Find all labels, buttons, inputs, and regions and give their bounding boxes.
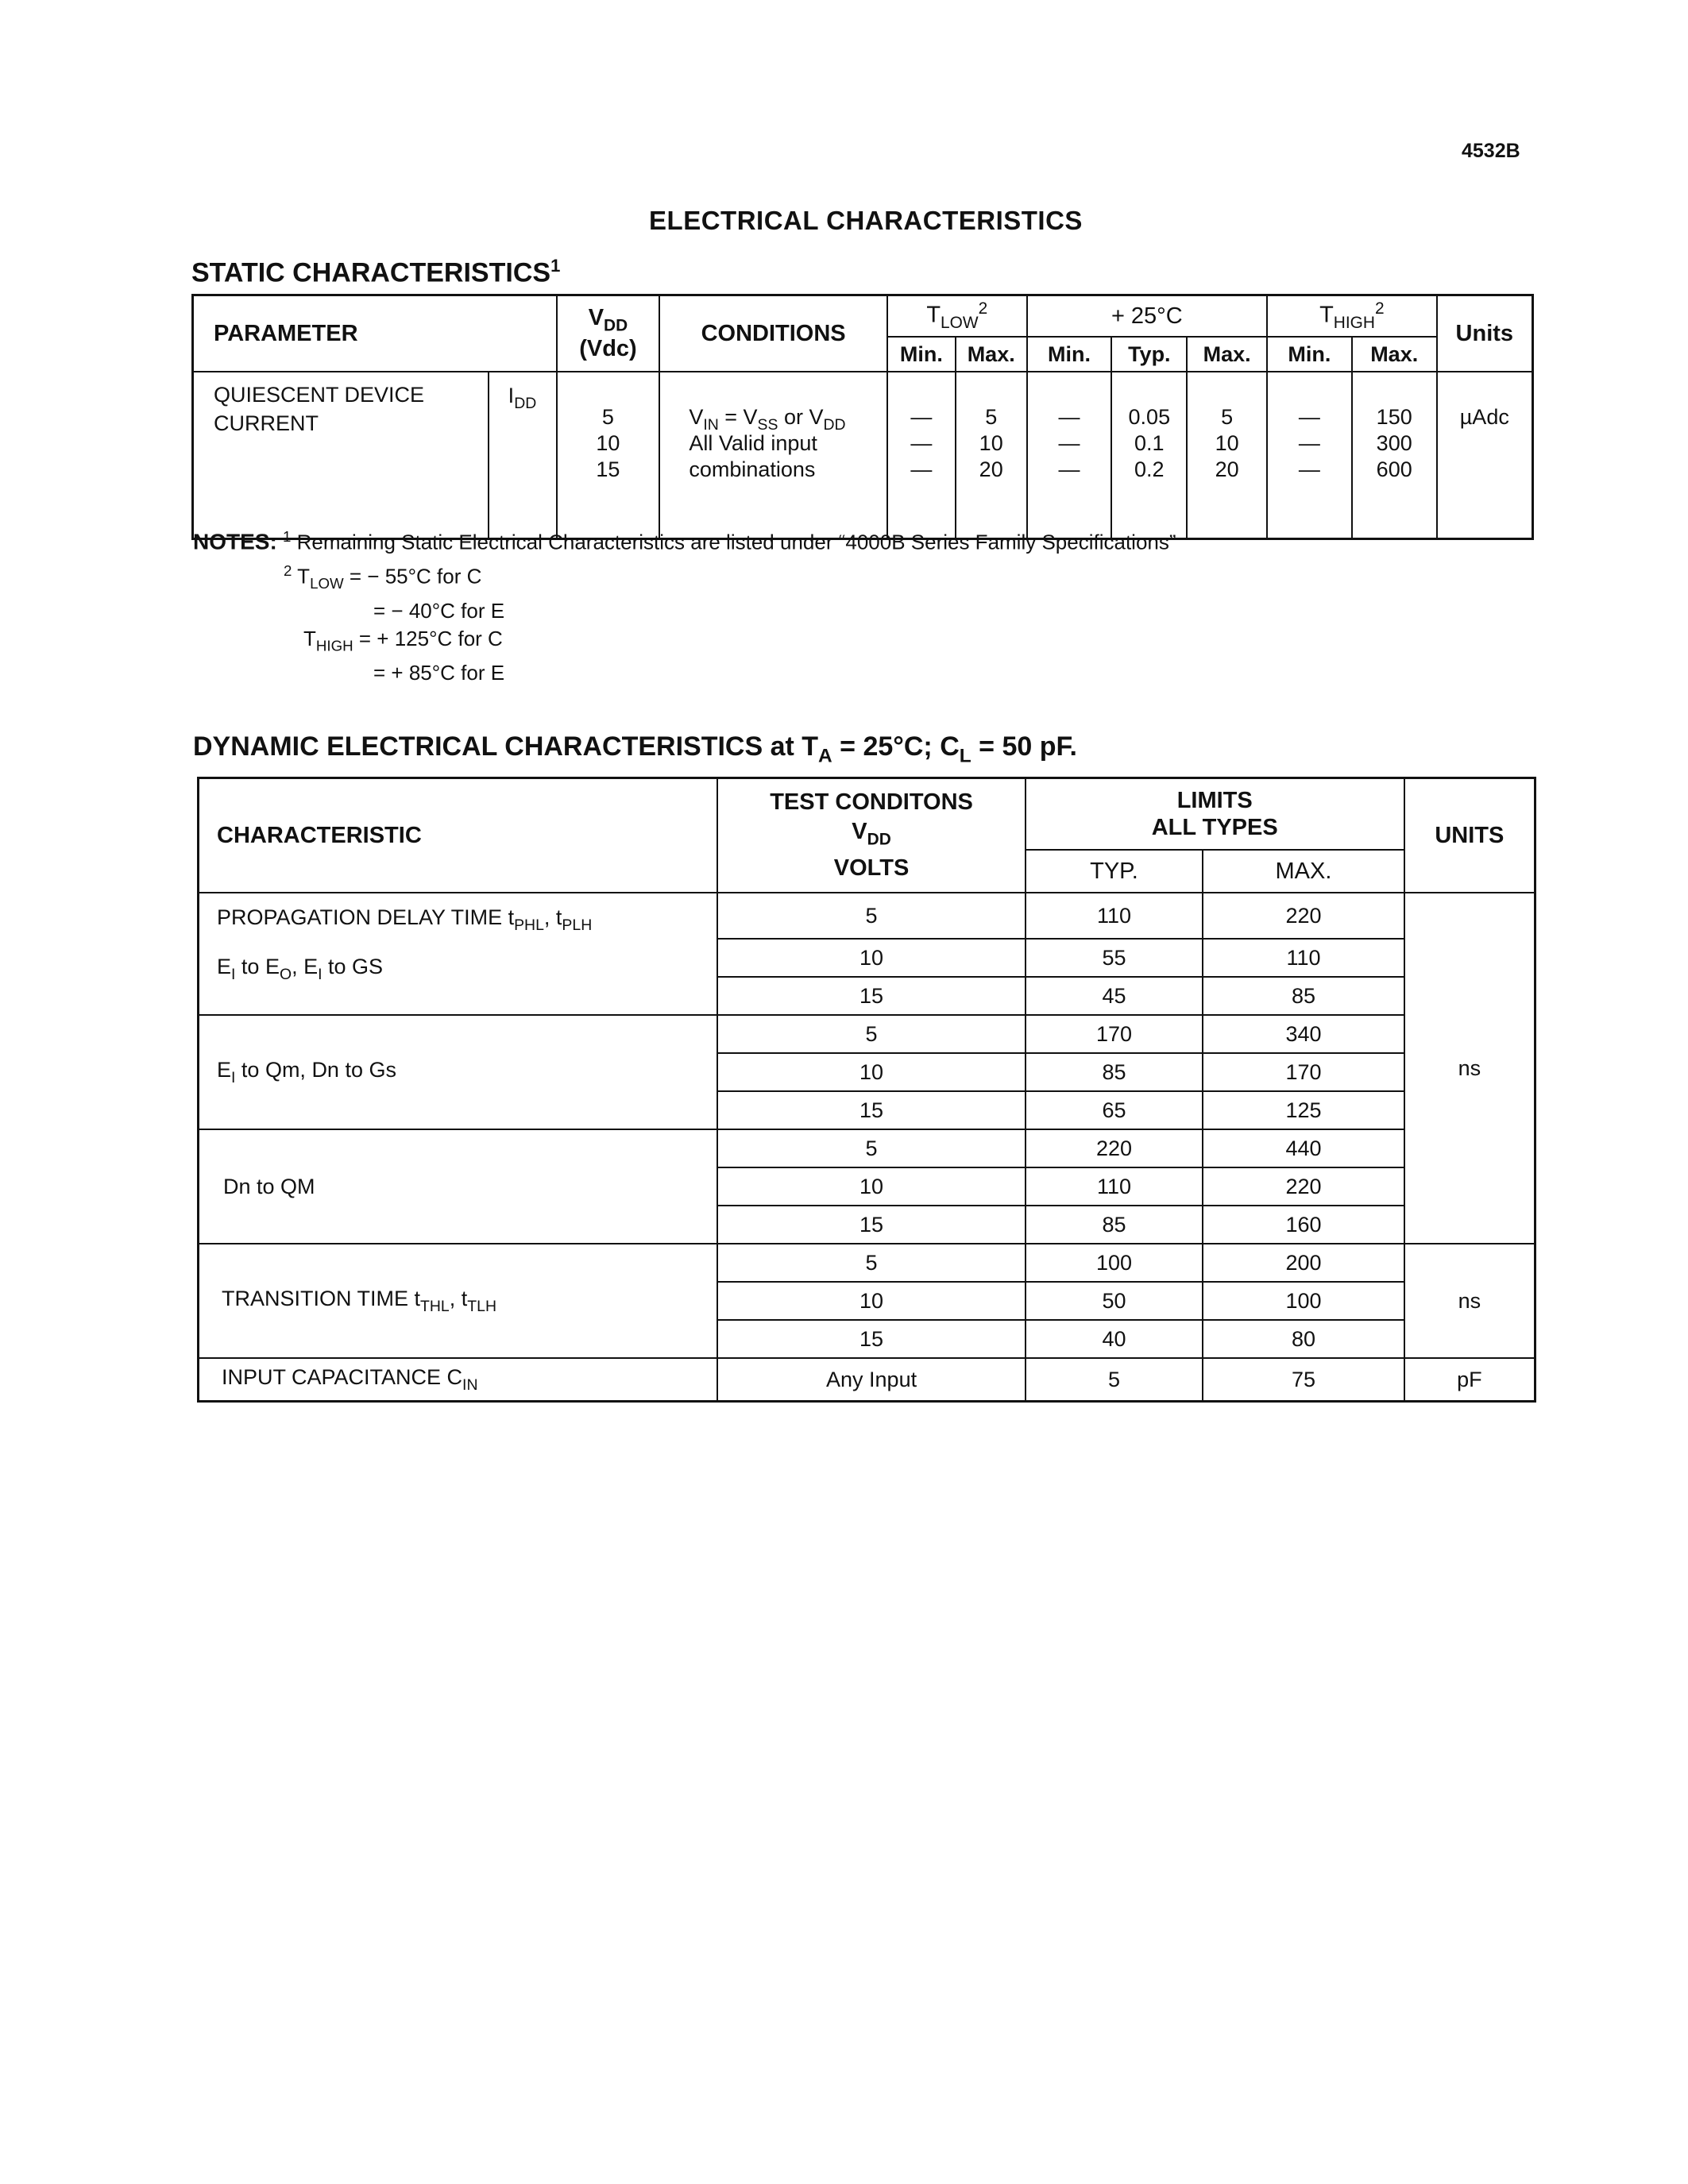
propagation-line1 — [217, 897, 717, 946]
t25-min-cell — [1027, 372, 1112, 539]
header-25c-typ: Typ. — [1111, 337, 1187, 372]
t25-min-value: — — [1058, 431, 1080, 455]
header-units: UNITS — [1404, 778, 1535, 893]
static-characteristics-table — [191, 294, 1534, 540]
notes — [193, 523, 1176, 687]
page-title: ELECTRICAL CHARACTERISTICS — [649, 206, 1083, 235]
tlow-max-value: 20 — [979, 457, 1003, 481]
static-heading-note: 1 — [550, 256, 561, 276]
note2-tlow-sub: LOW — [310, 574, 344, 592]
symbol-sub: DD — [514, 394, 537, 412]
header-thigh — [1267, 295, 1437, 338]
propagation-line2 — [217, 946, 717, 995]
header-tlow-max: Max. — [956, 337, 1027, 372]
test-cell: Any Input — [717, 1358, 1025, 1402]
note-1 — [193, 523, 1176, 557]
units-value: µAdc — [1459, 405, 1509, 429]
condition-line1 — [689, 404, 886, 434]
typ-cell: 5 — [1026, 1358, 1203, 1402]
condition-line3: combinations — [689, 457, 816, 481]
prop-line2-a: E — [217, 955, 232, 978]
tlow-max-cell — [956, 372, 1027, 539]
propagation-sub1: PHL — [514, 916, 544, 934]
dynamic-heading-b: = 25°C; C — [832, 731, 960, 762]
header-conditions: CONDITIONS — [659, 295, 887, 372]
characteristic-input-capacitance — [199, 1358, 718, 1402]
header-characteristic: CHARACTERISTIC — [199, 778, 718, 893]
cond-v1-sub: IN — [703, 415, 719, 434]
max-cell: 75 — [1203, 1358, 1404, 1402]
units-cell-ns-1: ns — [1404, 893, 1535, 1244]
typ-cell: 85 — [1026, 1206, 1203, 1244]
table-row — [199, 893, 1535, 939]
header-vdd-unit: (Vdc) — [579, 335, 637, 361]
cond-v2-sub: SS — [757, 415, 778, 434]
vdd-cell: 15 — [717, 1091, 1025, 1129]
propagation-sub2: PLH — [562, 916, 593, 934]
header-thigh-main: T — [1319, 302, 1334, 328]
typ-cell: 40 — [1026, 1320, 1203, 1358]
vdd-cell: 5 — [717, 1129, 1025, 1167]
cond-or: or V — [778, 405, 824, 429]
parameter-line1: QUIESCENT DEVICE — [214, 383, 425, 407]
t25-typ-value: 0.2 — [1134, 457, 1165, 481]
header-thigh-sup: 2 — [1374, 299, 1385, 318]
prop-line2-a-sub: I — [231, 965, 236, 983]
vdd-cell: 10 — [717, 1053, 1025, 1091]
tlow-min-value: — — [910, 405, 933, 429]
transition-sub1: THL — [420, 1297, 450, 1315]
note2-thigh-sub: HIGH — [315, 637, 353, 654]
static-heading — [191, 256, 560, 288]
thigh-min-value: — — [1298, 405, 1320, 429]
vdd-cell: 10 — [717, 939, 1025, 977]
page-number: 4532B — [1462, 140, 1520, 162]
characteristic-dn-to-qm: Dn to QM — [199, 1129, 718, 1244]
units-cell-ns-2: ns — [1404, 1244, 1535, 1358]
header-max: MAX. — [1203, 850, 1404, 893]
table-row — [193, 372, 1533, 539]
table-row — [199, 1129, 1535, 1167]
t25-min-value: — — [1058, 457, 1080, 481]
vdd-cell: 5 — [717, 893, 1025, 939]
typ-cell: 55 — [1026, 939, 1203, 977]
t25-typ-cell — [1111, 372, 1187, 539]
header-25c-min: Min. — [1027, 337, 1112, 372]
thigh-max-value: 300 — [1376, 431, 1412, 455]
characteristic-propagation-delay — [199, 893, 718, 1015]
note2-tlow-c: = − 55°C for C — [343, 564, 482, 588]
t25-max-value: 20 — [1215, 457, 1239, 481]
header-tlow-sup: 2 — [978, 299, 988, 318]
typ-cell: 220 — [1026, 1129, 1203, 1167]
typ-cell: 65 — [1026, 1091, 1203, 1129]
typ-cell: 45 — [1026, 977, 1203, 1015]
header-test-line1: TEST CONDITONS — [770, 789, 973, 815]
vdd-value: 15 — [596, 457, 620, 481]
header-tlow-min: Min. — [887, 337, 956, 372]
symbol-cell — [489, 372, 557, 539]
thigh-min-value: — — [1298, 457, 1320, 481]
table-row — [199, 1015, 1535, 1053]
thigh-max-value: 150 — [1376, 405, 1412, 429]
note2-tlow-main: T — [297, 564, 311, 588]
typ-cell: 110 — [1026, 1167, 1203, 1206]
header-tlow-main: T — [926, 302, 941, 328]
tlow-min-cell — [887, 372, 956, 539]
t25-min-value: — — [1058, 405, 1080, 429]
vdd-cell — [557, 372, 660, 539]
max-cell: 100 — [1203, 1282, 1404, 1320]
ei-qm-a: E — [217, 1057, 232, 1082]
prop-line2-c-sub: I — [318, 965, 323, 983]
static-heading-text: STATIC CHARACTERISTICS — [191, 257, 551, 288]
prop-line2-b-sub: O — [279, 965, 292, 983]
prop-line2-b: to E — [235, 955, 280, 978]
max-cell: 160 — [1203, 1206, 1404, 1244]
header-25c: + 25°C — [1027, 295, 1267, 338]
tlow-max-value: 10 — [979, 431, 1003, 455]
vdd-cell: 5 — [717, 1015, 1025, 1053]
header-25c-max: Max. — [1187, 337, 1267, 372]
typ-cell: 50 — [1026, 1282, 1203, 1320]
note2-thigh-main: T — [303, 626, 316, 650]
thigh-min-cell — [1267, 372, 1352, 539]
ei-qm-b: to Qm, Dn to Gs — [235, 1057, 396, 1082]
typ-cell: 85 — [1026, 1053, 1203, 1091]
thigh-max-value: 600 — [1376, 457, 1412, 481]
t25-max-value: 10 — [1215, 431, 1239, 455]
table-row — [199, 1244, 1535, 1282]
note1-mark: 1 — [283, 528, 292, 545]
header-thigh-max: Max. — [1352, 337, 1437, 372]
cond-v3-sub: DD — [823, 415, 846, 434]
header-limits — [1026, 778, 1404, 851]
characteristic-ei-to-qm — [199, 1015, 718, 1129]
table-row — [199, 1358, 1535, 1402]
max-cell: 220 — [1203, 1167, 1404, 1206]
t25-max-cell — [1187, 372, 1267, 539]
t25-typ-value: 0.1 — [1134, 431, 1165, 455]
max-cell: 340 — [1203, 1015, 1404, 1053]
header-thigh-sub: HIGH — [1333, 313, 1375, 332]
units-cell — [1437, 372, 1533, 539]
note-2-thigh-e: = + 85°C for E — [373, 661, 505, 685]
thigh-max-cell — [1352, 372, 1437, 539]
prop-line2-d: to GS — [322, 955, 384, 978]
header-test-v-sub: DD — [867, 830, 891, 849]
note-2-thigh-c — [193, 625, 1176, 660]
notes-label: NOTES: — [193, 529, 277, 554]
vdd-cell: 15 — [717, 1206, 1025, 1244]
note-2-tlow-e: = − 40°C for E — [373, 598, 505, 623]
capacitance-text: INPUT CAPACITANCE C — [222, 1364, 463, 1389]
header-limits-line2: ALL TYPES — [1151, 815, 1278, 840]
typ-cell: 100 — [1026, 1244, 1203, 1282]
max-cell: 220 — [1203, 893, 1404, 939]
condition-line2: All Valid input — [689, 431, 817, 455]
vdd-cell: 10 — [717, 1167, 1025, 1206]
propagation-text: PROPAGATION DELAY TIME t — [217, 905, 515, 930]
prop-line2-c: , E — [292, 955, 319, 978]
note1-text: Remaining Static Electrical Characteristics are listed under “4000B Series Family Specifications” — [291, 530, 1176, 554]
header-test-v: V — [852, 818, 867, 844]
characteristic-transition-time — [199, 1244, 718, 1358]
conditions-cell — [659, 372, 887, 539]
t25-max-value: 5 — [1221, 405, 1234, 429]
note2-thigh-c: = + 125°C for C — [353, 626, 503, 650]
typ-cell: 170 — [1026, 1015, 1203, 1053]
cond-eq: = V — [718, 405, 758, 429]
typ-cell: 110 — [1026, 893, 1203, 939]
parameter-cell — [193, 372, 489, 539]
header-test-line3: VOLTS — [833, 855, 910, 882]
tlow-min-value: — — [910, 457, 933, 481]
header-tlow-sub: LOW — [941, 313, 979, 332]
vdd-value: 10 — [596, 431, 620, 455]
max-cell: 80 — [1203, 1320, 1404, 1358]
header-test-conditions — [717, 778, 1025, 893]
header-units: Units — [1437, 295, 1533, 372]
dynamic-heading-c: = 50 pF. — [971, 731, 1077, 762]
capacitance-sub: IN — [462, 1376, 478, 1394]
header-test-vdd — [718, 817, 1024, 854]
cond-v1: V — [689, 405, 704, 429]
header-vdd-main: V — [588, 305, 605, 331]
note-2-tlow-c — [193, 557, 1176, 597]
max-cell: 125 — [1203, 1091, 1404, 1129]
tlow-max-value: 5 — [985, 405, 998, 429]
thigh-min-value: — — [1298, 431, 1320, 455]
vdd-value: 5 — [601, 405, 614, 429]
vdd-cell: 15 — [717, 1320, 1025, 1358]
vdd-cell: 5 — [717, 1244, 1025, 1282]
vdd-cell: 15 — [717, 977, 1025, 1015]
symbol-main: I — [508, 384, 515, 407]
header-limits-line1: LIMITS — [1176, 788, 1253, 813]
units-cell-pf: pF — [1404, 1358, 1535, 1402]
dynamic-heading-a: DYNAMIC ELECTRICAL CHARACTERISTICS at T — [193, 731, 819, 762]
dynamic-characteristics-table — [197, 777, 1536, 1403]
max-cell: 170 — [1203, 1053, 1404, 1091]
parameter-line2: CURRENT — [214, 411, 319, 435]
dynamic-heading-a-sub: A — [818, 745, 832, 767]
max-cell: 440 — [1203, 1129, 1404, 1167]
transition-mid: , t — [449, 1286, 468, 1310]
tlow-min-value: — — [910, 431, 933, 455]
header-parameter: PARAMETER — [193, 295, 557, 372]
max-cell: 110 — [1203, 939, 1404, 977]
transition-sub2: TLH — [467, 1297, 496, 1315]
header-tlow — [887, 295, 1027, 338]
dynamic-heading — [193, 731, 1077, 768]
propagation-mid: , t — [543, 905, 562, 930]
max-cell: 200 — [1203, 1244, 1404, 1282]
t25-typ-value: 0.05 — [1128, 405, 1171, 429]
header-vdd-sub: DD — [604, 316, 628, 335]
header-typ: TYP. — [1026, 850, 1203, 893]
note2-mark: 2 — [284, 561, 292, 579]
header-vdd — [557, 295, 660, 372]
max-cell: 85 — [1203, 977, 1404, 1015]
dynamic-heading-b-sub: L — [959, 745, 971, 767]
ei-qm-a-sub: I — [231, 1068, 236, 1086]
header-thigh-min: Min. — [1267, 337, 1352, 372]
vdd-cell: 10 — [717, 1282, 1025, 1320]
transition-text: TRANSITION TIME t — [222, 1286, 421, 1310]
